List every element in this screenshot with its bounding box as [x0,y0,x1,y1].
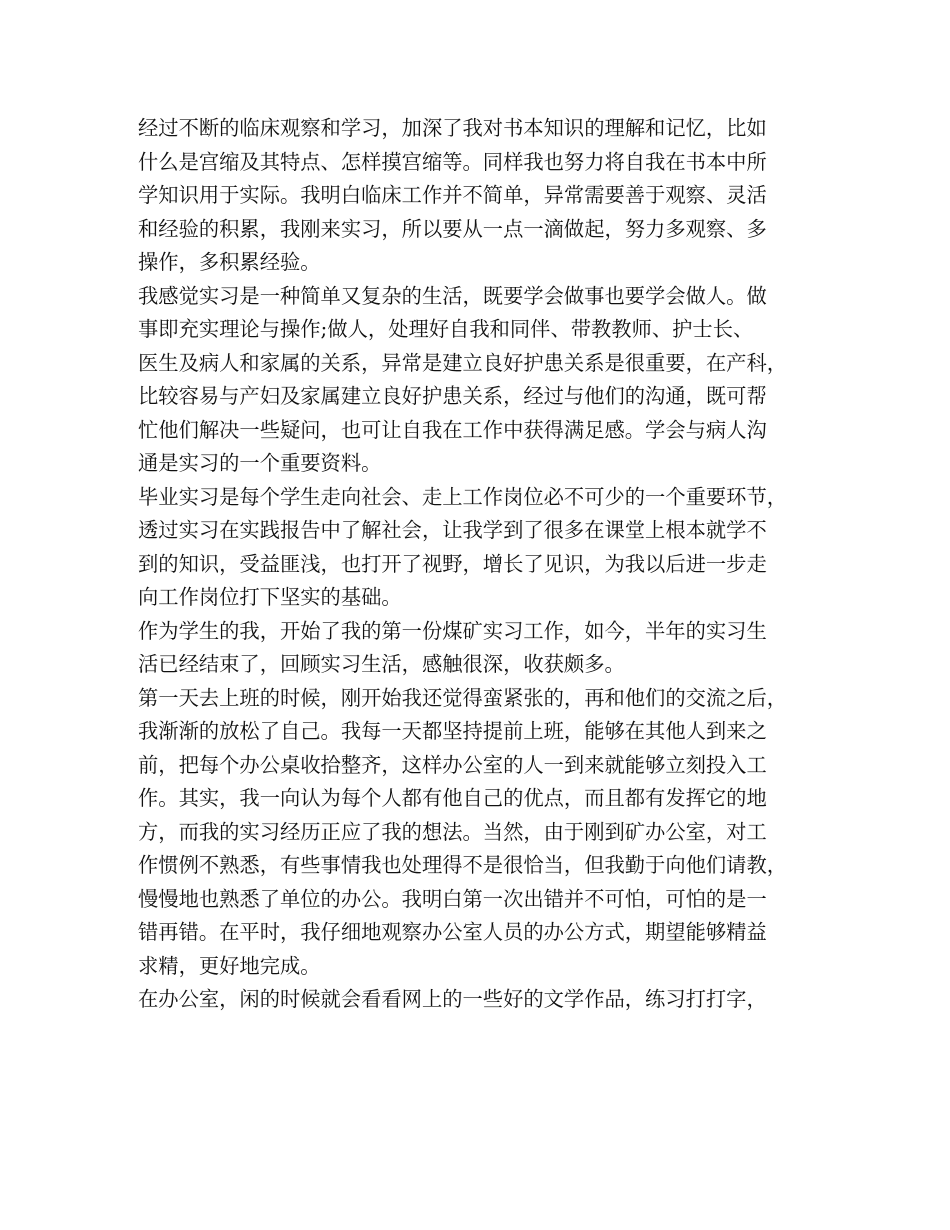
text-line: 忙他们解决一些疑问，也可让自我在工作中获得满足感。学会与病人沟 [138,417,767,442]
text-line: 毕业实习是每个学生走向社会、走上工作岗位必不可少的一个重要环节， [138,484,788,509]
paragraph-5 [138,682,818,984]
text-line: 比较容易与产妇及家属建立良好护患关系，经过与他们的沟通，既可帮 [138,384,767,408]
text-line: 经过不断的临床观察和学习，加深了我对书本知识的理解和记忆，比如 [138,116,767,140]
text-line: 慢慢地也熟悉了单位的办公。我明白第一次出错并不可怕，可怕的是一 [138,886,767,911]
document-body [138,112,818,1017]
text-line: 错再错。在平时，我仔细地观察办公室人员的办公方式，期望能够精益 [138,920,767,944]
text-line: 第一天去上班的时候，刚开始我还觉得蛮紧张的，再和他们的交流之后， [138,685,788,710]
text-line: 到的知识，受益匪浅，也打开了视野，增长了见识，为我以后进一步走 [138,551,767,576]
text-line: 医生及病人和家属的关系，异常是建立良好护患关系是很重要，在产科， [138,350,788,375]
text-line: 在办公室，闲的时候就会看看网上的一些好的文学作品，练习打打字， [138,987,767,1011]
paragraph-3 [138,481,818,615]
text-line: 方，而我的实习经历正应了我的想法。当然，由于刚到矿办公室，对工 [138,819,767,844]
paragraph-2 [138,280,818,481]
text-line: 向工作岗位打下坚实的基础。 [138,585,402,609]
text-line: 操作，多积累经验。 [138,250,321,274]
text-line: 事即充实理论与操作;做人，处理好自我和同伴、带教教师、护士长、 [138,317,754,341]
text-line: 前，把每个办公桌收拾整齐，这样办公室的人一到来就能够立刻投入工 [138,752,767,777]
text-line: 透过实习在实践报告中了解社会，让我学到了很多在课堂上根本就学不 [138,518,767,542]
text-line: 作。其实，我一向认为每个人都有他自己的优点，而且都有发挥它的地 [138,786,767,810]
text-line: 和经验的积累，我刚来实习，所以要从一点一滴做起，努力多观察、多 [138,216,767,241]
paragraph-4 [138,615,818,682]
text-line: 我渐渐的放松了自己。我每一天都坚持提前上班，能够在其他人到来之 [138,719,767,743]
paragraph-6 [138,983,818,1017]
text-line: 通是实习的一个重要资料。 [138,451,382,475]
paragraph-1 [138,112,818,280]
text-line: 作为学生的我，开始了我的第一份煤矿实习工作，如今，半年的实习生 [138,618,767,643]
text-line: 作惯例不熟悉，有些事情我也处理得不是很恰当，但我勤于向他们请教， [138,853,788,877]
text-line: 活已经结束了，回顾实习生活，感触很深，收获颇多。 [138,652,625,676]
text-line: 什么是宫缩及其特点、怎样摸宫缩等。同样我也努力将自我在书本中所 [138,149,767,174]
text-line: 学知识用于实际。我明白临床工作并不简单，异常需要善于观察、灵活 [138,183,767,207]
text-line: 我感觉实习是一种简单又复杂的生活，既要学会做事也要学会做人。做 [138,283,767,308]
text-line: 求精，更好地完成。 [138,953,321,978]
